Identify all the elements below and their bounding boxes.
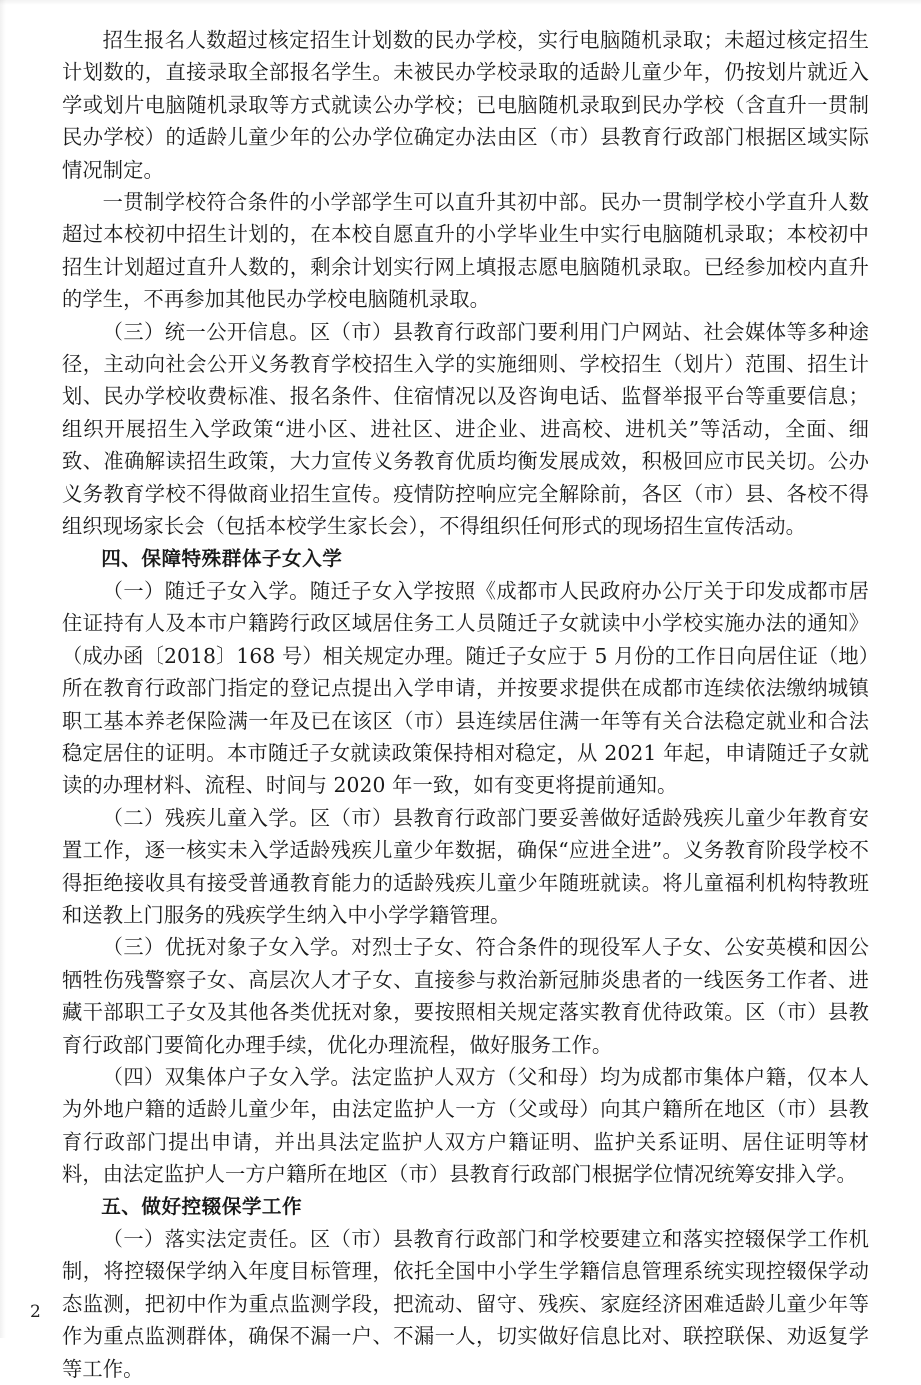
paragraph: （四）双集体户子女入学。法定监护人双方（父和母）均为成都市集体户籍，仅本人为外地户籍的适龄儿童少年，由法定监护人一方（父或母）向其户籍所在地区（市）县教育行政部门提出申请，并出具法定监护人双方户籍证明、监护关系证明、居住证明等材料，由法定监护人一方户籍所在地区（市）县教育行政部门根据学位情况统筹安排入学。 <box>62 1065 869 1187</box>
page-edge-shadow-left <box>0 0 6 1338</box>
document-body <box>62 24 869 1385</box>
paragraph: （三）统一公开信息。区（市）县教育行政部门要利用门户网站、社会媒体等多种途径，主动向社会公开义务教育学校招生入学的实施细则、学校招生（划片）范围、招生计划、民办学校收费标准、报名条件、住宿情况以及咨询电话、监督举报平台等重要信息；组织开展招生入学政策“进小区、进社区、进企业、进高校、进机关”等活动，全面、细致、准确解读招生政策，大力宣传义务教育优质均衡发展成效，积极回应市民关切。公办义务教育学校不得做商业招生宣传。疫情防控响应完全解除前，各区（市）县、各校不得组织现场家长会（包括本校学生家长会），不得组织任何形式的现场招生宣传活动。 <box>62 319 869 539</box>
page-edge-shadow-top <box>0 0 921 5</box>
section-heading: 四、保障特殊群体子女入学 <box>101 546 343 570</box>
section-heading: 五、做好控辍保学工作 <box>101 1194 303 1218</box>
paragraph: （一）随迁子女入学。随迁子女入学按照《成都市人民政府办公厅关于印发成都市居住证持有人及本市户籍跨行政区域居住务工人员随迁子女就读中小学校实施办法的通知》（成办函〔2018〕168 号）相关规定办理。随迁子女应于 5 月份的工作日向居住证（地）所在教育行政部门指定的登记点提出入学申请，并按要求提供在成都市连续依法缴纳城镇职工基本养老保险满一年及已在该区（市）县连续居住满一年等有关合法稳定就业和合法稳定居住的证明。本市随迁子女就读政策保持相对稳定，从 2021 年起，申请随迁子女就读的办理材料、流程、时间与 2020 年一致，如有变更将提前通知。 <box>62 578 869 798</box>
paragraph: （一）落实法定责任。区（市）县教育行政部门和学校要建立和落实控辍保学工作机制，将控辍保学纳入年度目标管理，依托全国中小学生学籍信息管理系统实现控辍保学动态监测，把初中作为重点监测学段，把流动、留守、残疾、家庭经济困难适龄儿童少年等作为重点监测群体，确保不漏一户、不漏一人，切实做好信息比对、联控联保、劝返复学等工作。 <box>62 1227 869 1381</box>
paragraph: （二）残疾儿童入学。区（市）县教育行政部门要妥善做好适龄残疾儿童少年教育安置工作，逐一核实未入学适龄残疾儿童少年数据，确保“应进全进”。义务教育阶段学校不得拒绝接收具有接受普通教育能力的适龄残疾儿童少年随班就读。将儿童福利机构特教班和送教上门服务的残疾学生纳入中小学学籍管理。 <box>62 805 869 927</box>
paragraph: （三）优抚对象子女入学。对烈士子女、符合条件的现役军人子女、公安英模和因公牺牲伤残警察子女、高层次人才子女、直接参与救治新冠肺炎患者的一线医务工作者、进藏干部职工子女及其他各类优抚对象，要按照相关规定落实教育优待政策。区（市）县教育行政部门要简化办理手续，优化办理流程，做好服务工作。 <box>62 935 869 1057</box>
paragraph: 招生报名人数超过核定招生计划数的民办学校，实行电脑随机录取；未超过核定招生计划数的，直接录取全部报名学生。未被民办学校录取的适龄儿童少年，仍按划片就近入学或划片电脑随机录取等方式就读公办学校；已电脑随机录取到民办学校（含直升一贯制民办学校）的适龄儿童少年的公办学位确定办法由区（市）县教育行政部门根据区域实际情况制定。 <box>62 28 869 182</box>
paragraph: 一贯制学校符合条件的小学部学生可以直升其初中部。民办一贯制学校小学直升人数超过本校初中招生计划的，在本校自愿直升的小学毕业生中实行电脑随机录取；本校初中招生计划超过直升人数的，剩余计划实行网上填报志愿电脑随机录取。已经参加校内直升的学生，不再参加其他民办学校电脑随机录取。 <box>62 190 869 312</box>
page-number: 2 <box>30 1302 41 1322</box>
